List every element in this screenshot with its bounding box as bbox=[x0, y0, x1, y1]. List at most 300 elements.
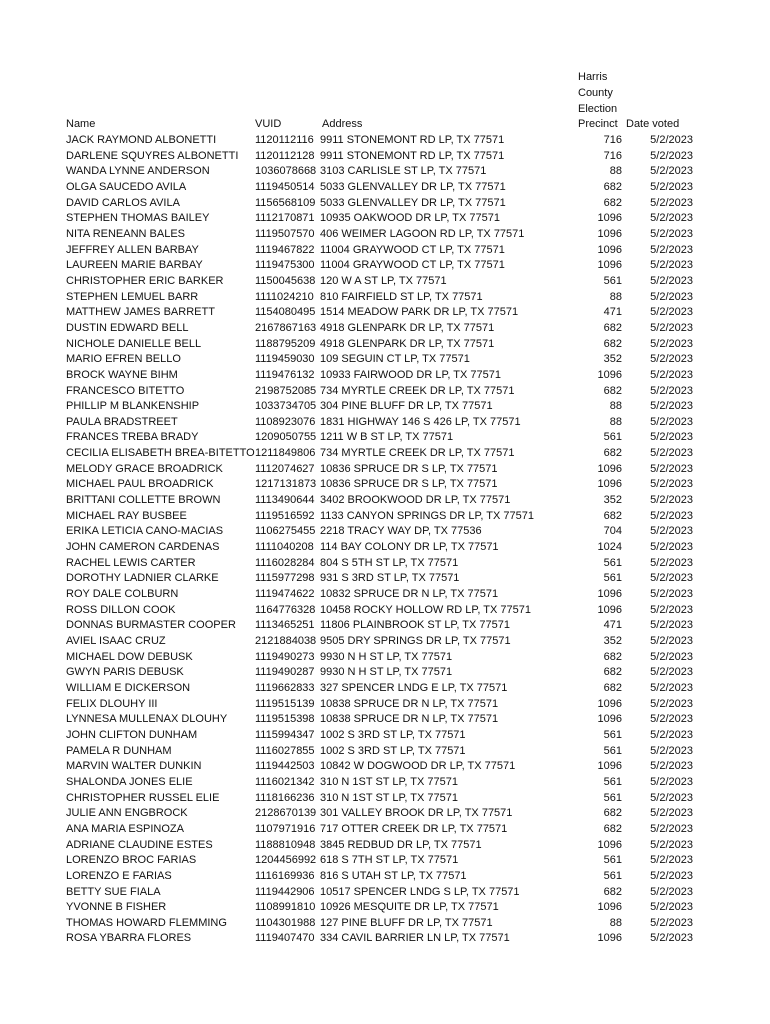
voter-address: 310 N 1ST ST LP, TX 77571 bbox=[320, 791, 459, 804]
voter-address: 304 PINE BLUFF DR LP, TX 77571 bbox=[320, 400, 493, 413]
voter-address: 1133 CANYON SPRINGS DR LP, TX 77571 bbox=[320, 509, 534, 522]
voter-address: 5033 GLENVALLEY DR LP, TX 77571 bbox=[320, 196, 506, 209]
voter-name: JEFFREY ALLEN BARBAY bbox=[66, 243, 199, 256]
voter-precinct: 682 bbox=[603, 885, 622, 898]
table-row bbox=[0, 744, 770, 760]
voter-precinct: 1096 bbox=[597, 713, 622, 726]
voter-precinct: 88 bbox=[609, 916, 622, 929]
table-row bbox=[0, 321, 770, 337]
voter-date-voted: 5/2/2023 bbox=[650, 775, 693, 788]
table-row bbox=[0, 759, 770, 775]
voter-name: MATTHEW JAMES BARRETT bbox=[66, 306, 215, 319]
voter-date-voted: 5/2/2023 bbox=[650, 134, 693, 146]
table-row bbox=[0, 258, 770, 274]
voter-address: 618 S 7TH ST LP, TX 77571 bbox=[320, 854, 459, 867]
table-row bbox=[0, 634, 770, 650]
voter-name: PAMELA R DUNHAM bbox=[66, 744, 172, 757]
voter-name: ANA MARIA ESPINOZA bbox=[66, 822, 184, 835]
voter-vuid: 1119475300 bbox=[255, 259, 315, 272]
table-row bbox=[0, 211, 770, 227]
header-vuid: VUID bbox=[255, 118, 282, 130]
voter-date-voted: 5/2/2023 bbox=[650, 728, 693, 741]
voter-table-body bbox=[0, 133, 770, 947]
voter-date-voted: 5/2/2023 bbox=[650, 885, 693, 898]
voter-vuid: 1119515398 bbox=[255, 713, 315, 726]
voter-precinct: 682 bbox=[603, 681, 622, 694]
voter-address: 10832 SPRUCE DR N LP, TX 77571 bbox=[320, 588, 499, 601]
table-row bbox=[0, 650, 770, 666]
voter-precinct: 704 bbox=[603, 525, 622, 538]
voter-vuid: 2128670139 bbox=[255, 807, 317, 820]
table-row bbox=[0, 290, 770, 306]
voter-date-voted: 5/2/2023 bbox=[650, 572, 693, 585]
voter-vuid: 1104301988 bbox=[255, 916, 316, 929]
voter-name: LYNNESA MULLENAX DLOUHY bbox=[66, 713, 228, 726]
voter-vuid: 1119490287 bbox=[255, 666, 315, 679]
voter-address: 3103 CARLISLE ST LP, TX 77571 bbox=[320, 165, 487, 178]
voter-precinct: 682 bbox=[603, 822, 622, 835]
voter-precinct: 471 bbox=[603, 619, 622, 632]
voter-date-voted: 5/2/2023 bbox=[650, 384, 693, 397]
voter-vuid: 1188795209 bbox=[255, 337, 316, 350]
voter-name: JULIE ANN ENGBROCK bbox=[66, 807, 188, 820]
voter-precinct: 682 bbox=[603, 337, 622, 350]
voter-date-voted: 5/2/2023 bbox=[650, 744, 693, 757]
voter-vuid: 1120112116 bbox=[255, 134, 314, 146]
voter-date-voted: 5/2/2023 bbox=[650, 478, 693, 491]
voter-vuid: 1108991810 bbox=[255, 901, 316, 914]
voter-address: 9911 STONEMONT RD LP, TX 77571 bbox=[320, 134, 505, 146]
table-row bbox=[0, 446, 770, 462]
voter-vuid: 1150045638 bbox=[255, 274, 316, 287]
voter-date-voted: 5/2/2023 bbox=[650, 400, 693, 413]
voter-precinct: 1096 bbox=[597, 697, 622, 710]
table-row bbox=[0, 243, 770, 259]
voter-date-voted: 5/2/2023 bbox=[650, 760, 693, 773]
voter-date-voted: 5/2/2023 bbox=[650, 494, 693, 507]
voter-precinct: 1096 bbox=[597, 901, 622, 914]
voter-vuid: 1188810948 bbox=[255, 838, 316, 851]
voter-address: 1002 S 3RD ST LP, TX 77571 bbox=[320, 728, 466, 741]
voter-date-voted: 5/2/2023 bbox=[650, 321, 693, 334]
voter-precinct: 682 bbox=[603, 666, 622, 679]
voter-date-voted: 5/2/2023 bbox=[650, 666, 693, 679]
table-row bbox=[0, 196, 770, 212]
voter-name: GWYN PARIS DEBUSK bbox=[66, 666, 184, 679]
voter-address: 10838 SPRUCE DR N LP, TX 77571 bbox=[320, 713, 499, 726]
table-row bbox=[0, 931, 770, 947]
voter-vuid: 1209050755 bbox=[255, 431, 317, 444]
voter-name: BRITTANI COLLETTE BROWN bbox=[66, 494, 221, 507]
voter-date-voted: 5/2/2023 bbox=[650, 807, 693, 820]
voter-address: 109 SEGUIN CT LP, TX 77571 bbox=[320, 353, 470, 366]
voter-vuid: 1119516592 bbox=[255, 509, 315, 522]
voter-address: 931 S 3RD ST LP, TX 77571 bbox=[320, 572, 460, 585]
table-row bbox=[0, 587, 770, 603]
table-row bbox=[0, 791, 770, 807]
voter-date-voted: 5/2/2023 bbox=[650, 916, 693, 929]
voter-name: OLGA SAUCEDO AVILA bbox=[66, 180, 187, 193]
voter-date-voted: 5/2/2023 bbox=[650, 337, 693, 350]
voter-date-voted: 5/2/2023 bbox=[650, 447, 693, 460]
voter-precinct: 1096 bbox=[597, 588, 622, 601]
voter-precinct: 561 bbox=[603, 744, 622, 757]
voter-name: FELIX DLOUHY III bbox=[66, 697, 158, 710]
table-row bbox=[0, 415, 770, 431]
voter-precinct: 682 bbox=[603, 321, 622, 334]
voter-name: LORENZO BROC FARIAS bbox=[66, 854, 197, 867]
voter-address: 11806 PLAINBROOK ST LP, TX 77571 bbox=[320, 619, 510, 632]
voter-date-voted: 5/2/2023 bbox=[650, 603, 693, 616]
voter-precinct: 682 bbox=[603, 384, 622, 397]
voter-name: STEPHEN THOMAS BAILEY bbox=[66, 212, 210, 225]
voter-name: MICHAEL PAUL BROADRICK bbox=[66, 478, 214, 491]
voter-name: LORENZO E FARIAS bbox=[66, 869, 172, 882]
voter-address: 114 BAY COLONY DR LP, TX 77571 bbox=[320, 541, 499, 554]
voter-precinct: 682 bbox=[603, 807, 622, 820]
voter-date-voted: 5/2/2023 bbox=[650, 415, 693, 428]
voter-address: 301 VALLEY BROOK DR LP, TX 77571 bbox=[320, 807, 513, 820]
table-row bbox=[0, 603, 770, 619]
voter-vuid: 1119459030 bbox=[255, 353, 315, 366]
table-row bbox=[0, 133, 770, 149]
voter-name: CECILIA ELISABETH BREA-BITETTO bbox=[66, 447, 255, 460]
table-row bbox=[0, 853, 770, 869]
voter-vuid: 1115994347 bbox=[255, 728, 315, 741]
voter-precinct: 561 bbox=[603, 274, 622, 287]
header-date-voted: Date voted bbox=[626, 118, 680, 130]
header-name: Name bbox=[66, 118, 96, 130]
table-row bbox=[0, 524, 770, 540]
voter-address: 9911 STONEMONT RD LP, TX 77571 bbox=[320, 149, 505, 162]
table-row bbox=[0, 900, 770, 916]
voter-precinct: 352 bbox=[603, 353, 622, 366]
voter-address: 10838 SPRUCE DR N LP, TX 77571 bbox=[320, 697, 499, 710]
voter-vuid: 1119507570 bbox=[255, 227, 315, 240]
voter-name: ROSA YBARRA FLORES bbox=[66, 932, 192, 945]
voter-name: NITA RENEANN BALES bbox=[66, 227, 185, 240]
voter-address: 3845 REDBUD DR LP, TX 77571 bbox=[320, 838, 482, 851]
voter-vuid: 1119442503 bbox=[255, 760, 315, 773]
voter-date-voted: 5/2/2023 bbox=[650, 697, 693, 710]
table-row bbox=[0, 399, 770, 415]
voter-address: 10933 FAIRWOOD DR LP, TX 77571 bbox=[320, 368, 501, 381]
voter-address: 810 FAIRFIELD ST LP, TX 77571 bbox=[320, 290, 483, 303]
voter-date-voted: 5/2/2023 bbox=[650, 635, 693, 647]
voter-precinct: 682 bbox=[603, 447, 622, 460]
table-row bbox=[0, 274, 770, 290]
voter-date-voted: 5/2/2023 bbox=[650, 650, 693, 663]
voter-precinct: 88 bbox=[609, 165, 622, 178]
voter-precinct: 561 bbox=[603, 728, 622, 741]
table-row bbox=[0, 571, 770, 587]
voter-precinct: 1096 bbox=[597, 462, 622, 475]
voter-date-voted: 5/2/2023 bbox=[650, 588, 693, 601]
voter-vuid: 1119467822 bbox=[255, 243, 315, 256]
voter-vuid: 1115977298 bbox=[255, 572, 315, 585]
voter-address: 734 MYRTLE CREEK DR LP, TX 77571 bbox=[320, 384, 515, 397]
voter-vuid: 1116028284 bbox=[255, 556, 315, 569]
voter-name: MARVIN WALTER DUNKIN bbox=[66, 760, 202, 773]
voter-address: 10935 OAKWOOD DR LP, TX 77571 bbox=[320, 212, 500, 225]
voter-precinct: 88 bbox=[609, 400, 622, 413]
voter-vuid: 1113490644 bbox=[255, 494, 315, 507]
voter-date-voted: 5/2/2023 bbox=[650, 165, 693, 178]
voter-precinct: 1096 bbox=[597, 227, 622, 240]
voter-address: 10842 W DOGWOOD DR LP, TX 77571 bbox=[320, 760, 516, 773]
voter-date-voted: 5/2/2023 bbox=[650, 274, 693, 287]
voter-name: DUSTIN EDWARD BELL bbox=[66, 321, 189, 334]
table-row bbox=[0, 916, 770, 932]
voter-name: WILLIAM E DICKERSON bbox=[66, 681, 191, 694]
voter-vuid: 1119515139 bbox=[255, 697, 315, 710]
voter-address: 11004 GRAYWOOD CT LP, TX 77571 bbox=[320, 243, 505, 256]
voter-name: MICHAEL RAY BUSBEE bbox=[66, 509, 187, 522]
voter-address: 120 W A ST LP, TX 77571 bbox=[320, 274, 447, 287]
table-row bbox=[0, 509, 770, 525]
voter-vuid: 1118166236 bbox=[255, 791, 315, 804]
voter-vuid: 1154080495 bbox=[255, 306, 316, 319]
voter-precinct: 352 bbox=[603, 635, 622, 647]
voter-precinct: 682 bbox=[603, 650, 622, 663]
voter-name: ROSS DILLON COOK bbox=[66, 603, 176, 616]
voter-precinct: 716 bbox=[603, 134, 622, 146]
voter-vuid: 1116027855 bbox=[255, 744, 315, 757]
voter-address: 327 SPENCER LNDG E LP, TX 77571 bbox=[320, 681, 508, 694]
table-row bbox=[0, 227, 770, 243]
voter-date-voted: 5/2/2023 bbox=[650, 541, 693, 554]
table-row bbox=[0, 838, 770, 854]
voter-address: 10836 SPRUCE DR S LP, TX 77571 bbox=[320, 462, 498, 475]
voter-precinct: 88 bbox=[609, 415, 622, 428]
header-precinct-line: Precinct bbox=[578, 118, 618, 131]
voter-date-voted: 5/2/2023 bbox=[650, 556, 693, 569]
voter-name: PHILLIP M BLANKENSHIP bbox=[66, 400, 200, 413]
voter-address: 10926 MESQUITE DR LP, TX 77571 bbox=[320, 901, 499, 914]
table-row bbox=[0, 869, 770, 885]
table-row bbox=[0, 180, 770, 196]
voter-name: DOROTHY LADNIER CLARKE bbox=[66, 572, 219, 585]
voter-address: 10458 ROCKY HOLLOW RD LP, TX 77571 bbox=[320, 603, 531, 616]
table-row bbox=[0, 728, 770, 744]
voter-name: WANDA LYNNE ANDERSON bbox=[66, 165, 210, 178]
table-row bbox=[0, 775, 770, 791]
header-precinct-line: Election bbox=[578, 102, 618, 115]
voter-date-voted: 5/2/2023 bbox=[650, 901, 693, 914]
voter-precinct: 561 bbox=[603, 431, 622, 444]
voter-vuid: 1120112128 bbox=[255, 149, 315, 162]
table-row bbox=[0, 540, 770, 556]
header-precinct-line: Harris bbox=[578, 71, 608, 83]
voter-vuid: 2198752085 bbox=[255, 384, 317, 397]
table-row bbox=[0, 806, 770, 822]
voter-name: STEPHEN LEMUEL BARR bbox=[66, 290, 199, 303]
voter-precinct: 1096 bbox=[597, 760, 622, 773]
voter-address: 717 OTTER CREEK DR LP, TX 77571 bbox=[320, 822, 508, 835]
voter-date-voted: 5/2/2023 bbox=[650, 619, 693, 632]
voter-address: 3402 BROOKWOOD DR LP, TX 77571 bbox=[320, 494, 511, 507]
voter-vuid: 1111040208 bbox=[255, 541, 314, 554]
voter-precinct: 561 bbox=[603, 869, 622, 882]
voter-vuid: 1119662833 bbox=[255, 681, 315, 694]
voter-vuid: 1119490273 bbox=[255, 650, 315, 663]
voter-vuid: 1033734705 bbox=[255, 400, 317, 413]
voter-address: 127 PINE BLUFF DR LP, TX 77571 bbox=[320, 916, 493, 929]
table-row bbox=[0, 681, 770, 697]
voter-precinct: 352 bbox=[603, 494, 622, 507]
voter-name: DAVID CARLOS AVILA bbox=[66, 196, 180, 209]
voter-name: CHRISTOPHER ERIC BARKER bbox=[66, 274, 224, 287]
voter-name: AVIEL ISAAC CRUZ bbox=[66, 635, 166, 647]
table-row bbox=[0, 384, 770, 400]
voter-name: SHALONDA JONES ELIE bbox=[66, 775, 193, 788]
voter-address: 4918 GLENPARK DR LP, TX 77571 bbox=[320, 337, 495, 350]
table-row bbox=[0, 477, 770, 493]
table-row bbox=[0, 822, 770, 838]
voter-vuid: 1119474622 bbox=[255, 588, 315, 601]
voter-date-voted: 5/2/2023 bbox=[650, 791, 693, 804]
table-row bbox=[0, 618, 770, 634]
voter-precinct: 88 bbox=[609, 290, 622, 303]
header-precinct-line: County bbox=[578, 86, 613, 99]
voter-name: ERIKA LETICIA CANO-MACIAS bbox=[66, 525, 224, 538]
voter-address: 1002 S 3RD ST LP, TX 77571 bbox=[320, 744, 466, 757]
voter-vuid: 1113465251 bbox=[255, 619, 315, 632]
voter-date-voted: 5/2/2023 bbox=[650, 180, 693, 193]
voter-date-voted: 5/2/2023 bbox=[650, 509, 693, 522]
table-row bbox=[0, 697, 770, 713]
voter-precinct: 561 bbox=[603, 775, 622, 788]
table-row bbox=[0, 712, 770, 728]
voter-date-voted: 5/2/2023 bbox=[650, 212, 693, 225]
table-row bbox=[0, 885, 770, 901]
voter-name: RACHEL LEWIS CARTER bbox=[66, 556, 196, 569]
voter-address: 9930 N H ST LP, TX 77571 bbox=[320, 650, 453, 663]
voter-precinct: 682 bbox=[603, 509, 622, 522]
voter-name: MARIO EFREN BELLO bbox=[66, 353, 181, 366]
voter-precinct: 1096 bbox=[597, 368, 622, 381]
voter-vuid: 1111024210 bbox=[255, 290, 314, 303]
voter-address: 734 MYRTLE CREEK DR LP, TX 77571 bbox=[320, 447, 515, 460]
voter-name: BETTY SUE FIALA bbox=[66, 885, 161, 898]
voter-vuid: 2167867163 bbox=[255, 321, 317, 334]
voter-name: ADRIANE CLAUDINE ESTES bbox=[66, 838, 213, 851]
voter-date-voted: 5/2/2023 bbox=[650, 227, 693, 240]
table-row bbox=[0, 462, 770, 478]
voter-address: 9505 DRY SPRINGS DR LP, TX 77571 bbox=[320, 635, 511, 647]
voter-date-voted: 5/2/2023 bbox=[650, 822, 693, 835]
voter-name: JACK RAYMOND ALBONETTI bbox=[66, 134, 217, 146]
voter-precinct: 561 bbox=[603, 572, 622, 585]
voter-name: THOMAS HOWARD FLEMMING bbox=[66, 916, 227, 929]
voter-name: FRANCES TREBA BRADY bbox=[66, 431, 199, 444]
voter-precinct: 561 bbox=[603, 556, 622, 569]
voter-precinct: 471 bbox=[603, 306, 622, 319]
table-row bbox=[0, 164, 770, 180]
voter-precinct: 561 bbox=[603, 791, 622, 804]
voter-address: 4918 GLENPARK DR LP, TX 77571 bbox=[320, 321, 495, 334]
voter-date-voted: 5/2/2023 bbox=[650, 854, 693, 867]
voter-date-voted: 5/2/2023 bbox=[650, 681, 693, 694]
voter-address: 406 WEIMER LAGOON RD LP, TX 77571 bbox=[320, 227, 525, 240]
voter-name: LAUREEN MARIE BARBAY bbox=[66, 259, 203, 272]
voter-vuid: 1119450514 bbox=[255, 180, 315, 193]
voter-date-voted: 5/2/2023 bbox=[650, 290, 693, 303]
voter-date-voted: 5/2/2023 bbox=[650, 243, 693, 256]
voter-vuid: 1204456992 bbox=[255, 854, 317, 867]
voter-address: 10836 SPRUCE DR S LP, TX 77571 bbox=[320, 478, 498, 491]
voter-address: 1211 W B ST LP, TX 77571 bbox=[320, 431, 454, 444]
table-row bbox=[0, 149, 770, 165]
table-row bbox=[0, 430, 770, 446]
voter-vuid: 1156568109 bbox=[255, 196, 316, 209]
table-row bbox=[0, 352, 770, 368]
voter-vuid: 1106275455 bbox=[255, 525, 316, 538]
voter-date-voted: 5/2/2023 bbox=[650, 149, 693, 162]
voter-vuid: 1119476132 bbox=[255, 368, 315, 381]
voter-date-voted: 5/2/2023 bbox=[650, 869, 693, 882]
voter-name: FRANCESCO BITETTO bbox=[66, 384, 185, 397]
voter-name: DARLENE SQUYRES ALBONETTI bbox=[66, 149, 239, 162]
voter-precinct: 682 bbox=[603, 180, 622, 193]
voter-name: DONNAS BURMASTER COOPER bbox=[66, 619, 236, 632]
voter-name: NICHOLE DANIELLE BELL bbox=[66, 337, 202, 350]
voter-address: 11004 GRAYWOOD CT LP, TX 77571 bbox=[320, 259, 505, 272]
voter-address: 5033 GLENVALLEY DR LP, TX 77571 bbox=[320, 180, 506, 193]
voter-address: 1514 MEADOW PARK DR LP, TX 77571 bbox=[320, 306, 519, 319]
voter-date-voted: 5/2/2023 bbox=[650, 368, 693, 381]
voter-vuid: 1112170871 bbox=[255, 212, 315, 225]
voter-date-voted: 5/2/2023 bbox=[650, 353, 693, 366]
voter-name: ROY DALE COLBURN bbox=[66, 588, 179, 601]
voter-name: YVONNE B FISHER bbox=[66, 901, 167, 914]
voter-name: CHRISTOPHER RUSSEL ELIE bbox=[66, 791, 220, 804]
voter-date-voted: 5/2/2023 bbox=[650, 838, 693, 851]
voter-vuid: 1217131873 bbox=[255, 478, 317, 491]
voter-precinct: 1096 bbox=[597, 478, 622, 491]
voter-precinct: 1024 bbox=[597, 541, 622, 554]
voter-precinct: 1096 bbox=[597, 603, 622, 616]
voter-vuid: 1164776328 bbox=[255, 603, 316, 616]
voter-date-voted: 5/2/2023 bbox=[650, 431, 693, 444]
voter-address: 9930 N H ST LP, TX 77571 bbox=[320, 666, 453, 679]
table-row bbox=[0, 493, 770, 509]
voter-vuid: 1116169936 bbox=[255, 869, 315, 882]
voter-precinct: 716 bbox=[603, 149, 622, 162]
table-row bbox=[0, 368, 770, 384]
voter-vuid: 1036078668 bbox=[255, 165, 317, 178]
header-precinct bbox=[578, 70, 624, 133]
voter-address: 816 S UTAH ST LP, TX 77571 bbox=[320, 869, 467, 882]
voter-name: JOHN CLIFTON DUNHAM bbox=[66, 728, 198, 741]
voter-precinct: 1096 bbox=[597, 243, 622, 256]
voter-vuid: 1119442906 bbox=[255, 885, 315, 898]
header-address: Address bbox=[322, 118, 363, 130]
voter-date-voted: 5/2/2023 bbox=[650, 932, 693, 945]
voter-address: 334 CAVIL BARRIER LN LP, TX 77571 bbox=[320, 932, 510, 945]
voter-vuid: 1112074627 bbox=[255, 462, 315, 475]
voter-precinct: 1096 bbox=[597, 259, 622, 272]
voter-date-voted: 5/2/2023 bbox=[650, 462, 693, 475]
voter-vuid: 1119407470 bbox=[255, 932, 315, 945]
voter-date-voted: 5/2/2023 bbox=[650, 196, 693, 209]
voter-precinct: 1096 bbox=[597, 838, 622, 851]
voter-vuid: 1211849806 bbox=[255, 447, 316, 460]
voter-address: 1831 HIGHWAY 146 S 426 LP, TX 77571 bbox=[320, 415, 521, 428]
voter-vuid: 2121884038 bbox=[255, 635, 317, 647]
voter-address: 2218 TRACY WAY DP, TX 77536 bbox=[320, 525, 482, 538]
voter-date-voted: 5/2/2023 bbox=[650, 713, 693, 726]
